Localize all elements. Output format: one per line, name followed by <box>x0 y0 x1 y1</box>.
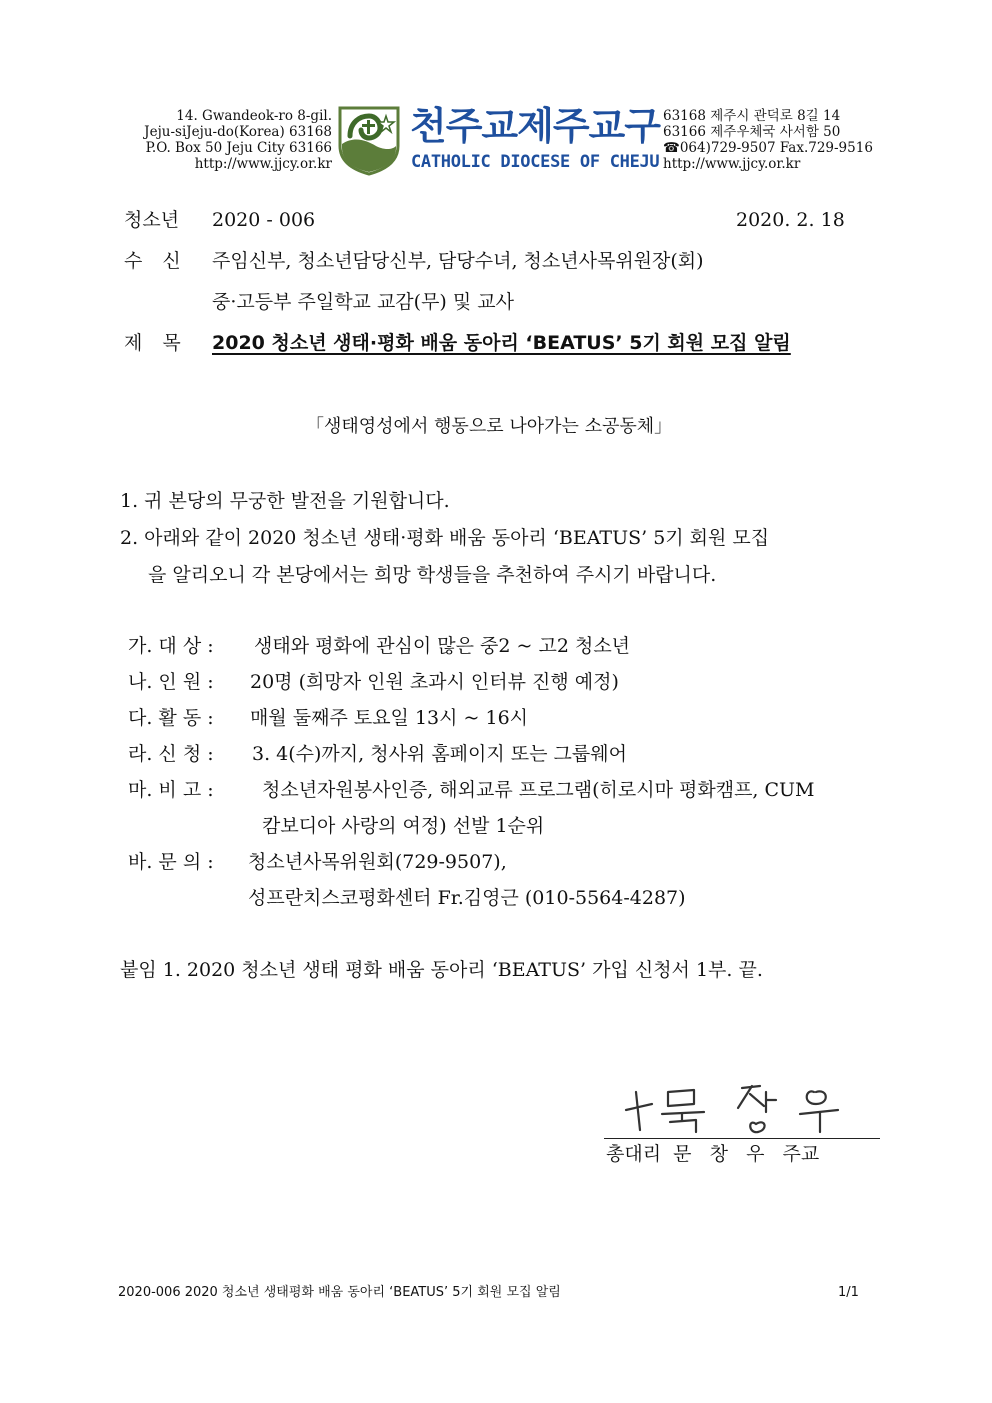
website-link-left[interactable]: http://www.jjcy.or.kr <box>194 156 332 172</box>
subject-title: 2020 청소년 생태·평화 배움 동아리 ‘BEATUS’ 5기 회원 모집 알림 <box>212 332 791 354</box>
detail-label-activity: 다. 활 동 : <box>128 707 214 729</box>
detail-label-inquiry: 바. 문 의 : <box>128 851 214 873</box>
attachment-line: 붙임 1. 2020 청소년 생태 평화 배움 동아리 ‘BEATUS’ 가입 신청서 1부. 끝. <box>120 959 763 981</box>
subject-label: 제 목 <box>124 332 181 354</box>
address-ko-line: 63166 제주우체국 사서함 50 <box>663 124 841 140</box>
handwritten-signature <box>624 1078 864 1138</box>
recipient-label: 수 신 <box>124 250 181 272</box>
detail-label-note: 마. 비 고 : <box>128 779 214 801</box>
address-en-line: P.O. Box 50 Jeju City 63166 <box>145 140 332 156</box>
letterhead-address-ko <box>663 108 878 172</box>
signature-icon <box>624 1078 864 1138</box>
address-ko-line: 63168 제주시 관덕로 8길 14 <box>663 108 841 124</box>
doc-number: 2020 - 006 <box>212 209 316 231</box>
diocese-logo <box>336 106 402 176</box>
diocese-name-korean: 천주교제주교구 <box>410 104 660 148</box>
detail-text-headcount: 20명 (희망자 인원 초과시 인터뷰 진행 예정) <box>250 671 619 693</box>
detail-label-headcount: 나. 인 원 : <box>128 671 214 693</box>
address-en-line: 14. Gwandeok-ro 8-gil. <box>176 108 332 124</box>
phone-fax-line: ☎064)729-9507 Fax.729-9516 <box>663 140 873 156</box>
detail-text-note-2: 캄보디아 사랑의 여정) 선발 1순위 <box>262 815 545 837</box>
doc-label: 청소년 <box>124 209 180 231</box>
detail-label-application: 라. 신 청 : <box>128 743 214 765</box>
address-en-line: Jeju-siJeju-do(Korea) 63168 <box>144 124 332 140</box>
footer-doc-title: 2020-006 2020 청소년 생태평화 배움 동아리 ‘BEATUS’ 5기 회원 모집 알림 <box>118 1285 561 1300</box>
detail-text-note: 청소년자원봉사인증, 해외교류 프로그램(히로시마 평화캠프, CUM <box>262 779 815 801</box>
detail-text-inquiry: 청소년사목위원회(729-9507), <box>248 851 507 873</box>
recipients-line-2: 중·고등부 주일학교 교감(무) 및 교사 <box>212 291 514 313</box>
letterhead-address-en <box>118 108 332 172</box>
detail-text-target: 생태와 평화에 관심이 많은 중2 ~ 고2 청소년 <box>254 635 631 657</box>
detail-text-application: 3. 4(수)까지, 청사위 홈페이지 또는 그룹웨어 <box>252 743 627 765</box>
detail-text-activity: 매월 둘째주 토요일 13시 ~ 16시 <box>250 707 529 729</box>
footer-page-number: 1/1 <box>838 1285 859 1300</box>
detail-label-target: 가. 대 상 : <box>128 635 214 657</box>
signatory-title: 총대리 문 창 우 주교 <box>606 1143 820 1165</box>
diocese-emblem-icon <box>336 106 402 176</box>
detail-text-inquiry-2: 성프란치스코평화센터 Fr.김영근 (010-5564-4287) <box>248 887 686 909</box>
body-item-2-line-2: 을 알리오니 각 본당에서는 희망 학생들을 추천하여 주시기 바랍니다. <box>148 564 717 586</box>
recipients-line-1: 주임신부, 청소년담당신부, 담당수녀, 청소년사목위원장(회) <box>212 250 704 272</box>
diocese-name-english: CATHOLIC DIOCESE OF CHEJU <box>411 152 660 172</box>
body-item-2-line-1: 2. 아래와 같이 2020 청소년 생태·평화 배움 동아리 ‘BEATUS’ 5기 회원 모집 <box>120 527 770 549</box>
body-item-1: 1. 귀 본당의 무궁한 발전을 기원합니다. <box>120 490 450 512</box>
signature-underline <box>604 1138 880 1139</box>
motto: 「생태영성에서 행동으로 나아가는 소공동체」 <box>306 416 673 437</box>
doc-date: 2020. 2. 18 <box>736 209 845 231</box>
website-link-right[interactable]: http://www.jjcy.or.kr <box>663 156 801 172</box>
